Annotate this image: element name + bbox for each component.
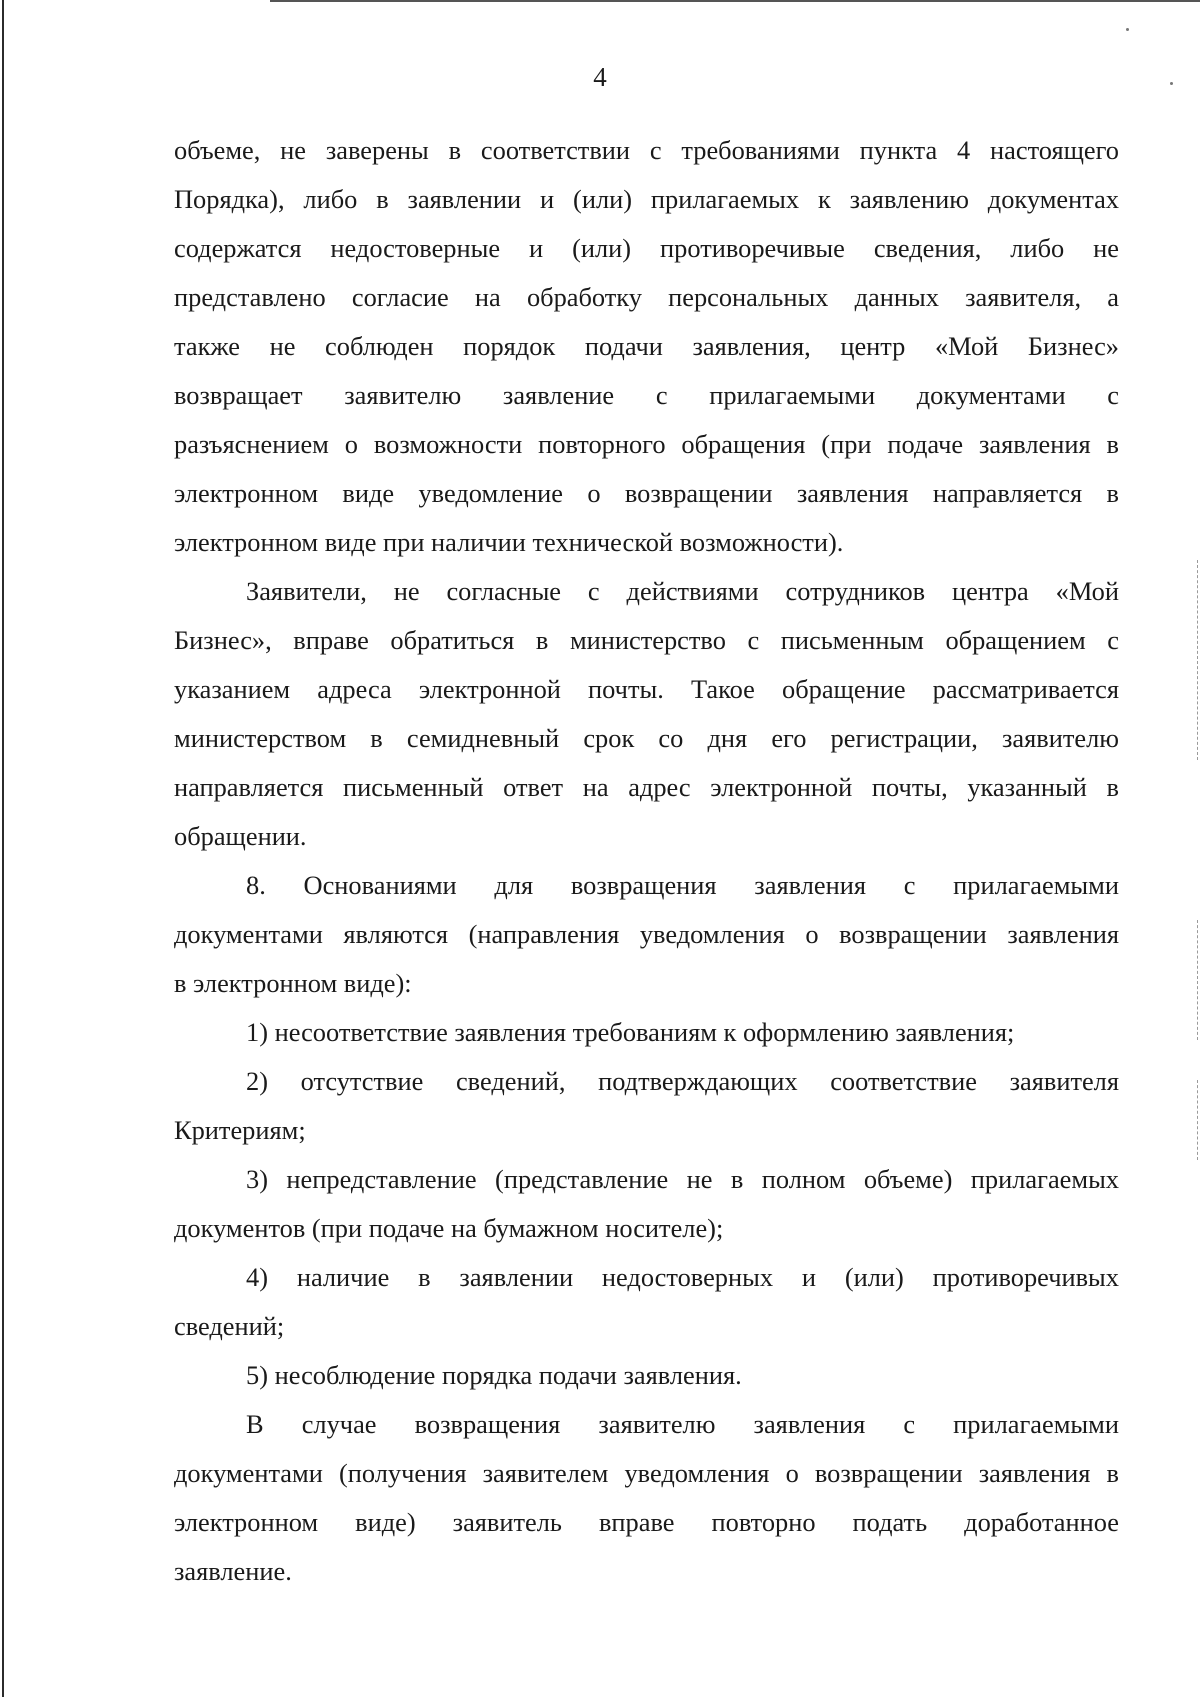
text-line: представлено согласие на обработку персональных данных заявителя, а	[174, 282, 1119, 312]
text-line: электронном виде) заявитель вправе повторно подать доработанное	[174, 1507, 1119, 1537]
text-line: электронном виде при наличии технической возможности).	[174, 527, 844, 557]
scan-edge-top	[270, 0, 1200, 2]
scan-edge-left	[2, 0, 4, 1697]
list-item: 5) несоблюдение порядка подачи заявления.	[246, 1360, 742, 1390]
text-line: документами являются (направления уведомления о возвращении заявления	[174, 919, 1119, 949]
list-item: 4) наличие в заявлении недостоверных и (или) противоречивых	[246, 1262, 1119, 1292]
list-item: 1) несоответствие заявления требованиям к оформлению заявления;	[246, 1017, 1015, 1047]
text-line: Критериям;	[174, 1115, 306, 1145]
text-line: сведений;	[174, 1311, 285, 1341]
body-text	[174, 126, 1119, 1596]
text-line: объеме, не заверены в соответствии с требованиями пункта 4 настоящего	[174, 135, 1119, 165]
scan-mark	[1197, 560, 1199, 760]
text-line: заявление.	[174, 1556, 292, 1586]
text-line: 8. Основаниями для возвращения заявления с прилагаемыми	[246, 870, 1119, 900]
text-line: Заявители, не согласные с действиями сотрудников центра «Мой	[246, 576, 1119, 606]
text-line: содержатся недостоверные и (или) противоречивые сведения, либо не	[174, 233, 1119, 263]
text-line: документов (при подаче на бумажном носителе);	[174, 1213, 724, 1243]
scan-mark	[1197, 1080, 1199, 1160]
text-line: также не соблюден порядок подачи заявления, центр «Мой Бизнес»	[174, 331, 1119, 361]
scan-mark	[1197, 920, 1199, 1040]
list-item: 2) отсутствие сведений, подтверждающих соответствие заявителя	[246, 1066, 1119, 1096]
text-line: Бизнес», вправе обратиться в министерство с письменным обращением с	[174, 625, 1119, 655]
text-line: направляется письменный ответ на адрес электронной почты, указанный в	[174, 772, 1119, 802]
page-number: 4	[593, 62, 607, 92]
text-line: электронном виде уведомление о возвращении заявления направляется в	[174, 478, 1119, 508]
text-line: указанием адреса электронной почты. Такое обращение рассматривается	[174, 674, 1119, 704]
list-item: 3) непредставление (представление не в полном объеме) прилагаемых	[246, 1164, 1119, 1194]
text-line: министерством в семидневный срок со дня его регистрации, заявителю	[174, 723, 1119, 753]
text-line: возвращает заявителю заявление с прилагаемыми документами с	[174, 380, 1119, 410]
text-line: разъяснением о возможности повторного обращения (при подаче заявления в	[174, 429, 1119, 459]
text-line: Порядка), либо в заявлении и (или) прилагаемых к заявлению документах	[174, 184, 1119, 214]
text-line: В случае возвращения заявителю заявления с прилагаемыми	[246, 1409, 1119, 1439]
text-line: обращении.	[174, 821, 307, 851]
text-line: в электронном виде):	[174, 968, 412, 998]
text-line: документами (получения заявителем уведомления о возвращении заявления в	[174, 1458, 1119, 1488]
scan-speck	[1126, 28, 1129, 31]
